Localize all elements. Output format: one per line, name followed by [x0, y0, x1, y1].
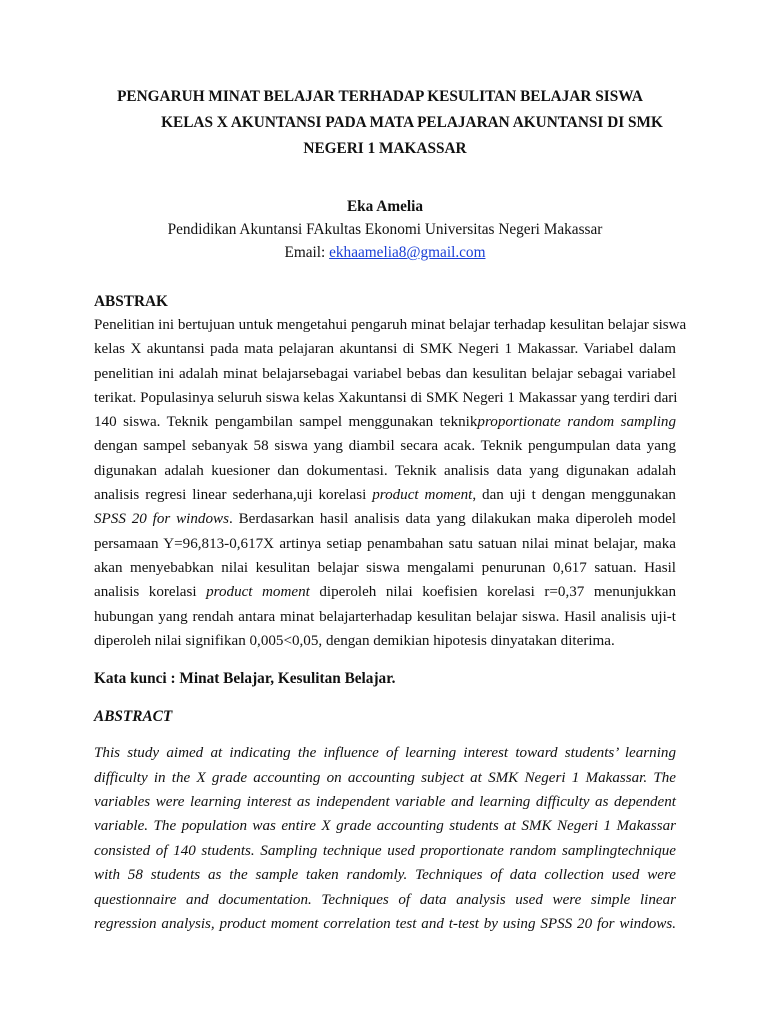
abstrak-text: kelas X akuntansi pada mata pelajaran akuntansi di SMK Negeri 1 Makassar. Variabel dalam — [94, 341, 676, 358]
email-link[interactable]: ekhaamelia8@gmail.com — [329, 244, 486, 261]
author-name: Eka Amelia — [346, 198, 424, 215]
abstrak-italic-term: SPSS 20 for windows — [94, 511, 229, 528]
author-affiliation: Pendidikan Akuntansi FAkultas Ekonomi Universitas Negeri Makassar — [167, 221, 603, 238]
abstrak-line — [94, 386, 676, 410]
abstrak-line — [94, 410, 676, 434]
abstrak-paragraph — [94, 313, 687, 653]
abstract-line: consisted of 140 students. Sampling technique used proportionate random samplingtechnique — [94, 842, 676, 859]
abstrak-text: Penelitian ini bertujuan untuk mengetahui pengaruh minat belajar terhadap kesulitan belajar siswa — [94, 317, 687, 333]
abstract-line: This study aimed at indicating the influence of learning interest toward students’ learning — [94, 745, 676, 762]
abstract-line: with 58 students as the sample taken randomly. Techniques of data collection used were — [94, 867, 676, 884]
title-line-1: PENGARUH MINAT BELAJAR TERHADAP KESULITAN BELAJAR SISWA — [117, 88, 643, 105]
abstrak-line — [94, 629, 676, 653]
abstrak-text: , dan uji t dengan menggunakan — [472, 487, 676, 504]
abstrak-line — [94, 459, 676, 483]
abstrak-text: diperoleh nilai signifikan 0,005<0,05, dengan demikian hipotesis dinyatakan diterima. — [94, 632, 615, 649]
title-line-3: NEGERI 1 MAKASSAR — [303, 140, 467, 157]
abstrak-line — [94, 556, 676, 580]
abstrak-text: penelitian ini adalah minat belajarsebagai variabel bebas dan kesulitan belajar sebagai variabel — [94, 365, 676, 382]
abstract-heading: ABSTRACT — [94, 708, 173, 726]
abstrak-text: 140 siswa. Teknik pengambilan sampel menggunakan teknik — [94, 414, 478, 431]
abstrak-italic-term: product moment — [206, 584, 310, 601]
abstract-line: questionnaire and documentation. Techniques of data analysis used were simple linear — [94, 891, 676, 908]
abstrak-line — [94, 605, 676, 629]
abstrak-text: dengan sampel sebanyak 58 siswa yang diambil secara acak. Teknik pengumpulan data yang — [94, 438, 676, 455]
abstract-line: variable. The population was entire X grade accounting students at SMK Negeri 1 Makassar — [94, 818, 676, 835]
keywords: Kata kunci : Minat Belajar, Kesulitan Belajar. — [94, 670, 396, 688]
abstract-line: variables were learning interest as independent variable and learning difficulty as dependent — [94, 793, 676, 810]
abstrak-text: digunakan adalah kuesioner dan dokumentasi. Teknik analisis data yang digunakan adalah — [94, 462, 676, 479]
abstrak-line — [94, 434, 676, 458]
abstract-line: difficulty in the X grade accounting on accounting subject at SMK Negeri 1 Makassar. The — [94, 769, 676, 786]
abstract-paragraph — [94, 741, 676, 936]
abstrak-text: hubungan yang rendah antara minat belajarterhadap kesulitan belajar siswa. Hasil analisis uji-t — [94, 608, 676, 625]
email-line — [94, 241, 676, 264]
abstrak-line — [94, 362, 676, 386]
abstrak-line — [94, 532, 676, 556]
abstrak-text: analisis korelasi — [94, 584, 207, 601]
abstrak-text: analisis regresi linear sederhana,uji korelasi — [94, 487, 373, 504]
abstrak-text: akan menyebabkan nilai kesulitan belajar siswa mengalami penurunan 0,617 satuan. Hasil — [94, 559, 676, 576]
abstrak-line — [94, 313, 687, 337]
abstrak-italic-term: proportionate random sampling — [477, 414, 676, 431]
paper-title — [94, 0, 676, 162]
abstrak-line — [94, 507, 676, 531]
abstrak-text: persamaan Y=96,813-0,617X artinya setiap penambahan satu satuan nilai minat belajar, maka — [94, 535, 676, 552]
abstrak-heading: ABSTRAK — [94, 293, 168, 310]
abstrak-line — [94, 580, 676, 604]
abstrak-text: terikat. Populasinya seluruh siswa kelas Xakuntansi di SMK Negeri 1 Makassar yang terdiri dari — [94, 389, 678, 406]
abstract-line: regression analysis, product moment correlation test and t-test by using SPSS 20 for windows. — [94, 916, 676, 932]
abstrak-text: diperoleh nilai koefisien korelasi r=0,37 menunjukkan — [309, 584, 676, 601]
title-line-2: KELAS X AKUNTANSI PADA MATA PELAJARAN AKUNTANSI DI SMK — [161, 114, 663, 131]
abstrak-text: . Berdasarkan hasil analisis data yang dilakukan maka diperoleh model — [228, 511, 677, 528]
email-label: Email: — [284, 244, 330, 261]
abstrak-line — [94, 337, 676, 361]
abstrak-line — [94, 483, 676, 507]
abstrak-italic-term: product moment — [372, 487, 473, 504]
